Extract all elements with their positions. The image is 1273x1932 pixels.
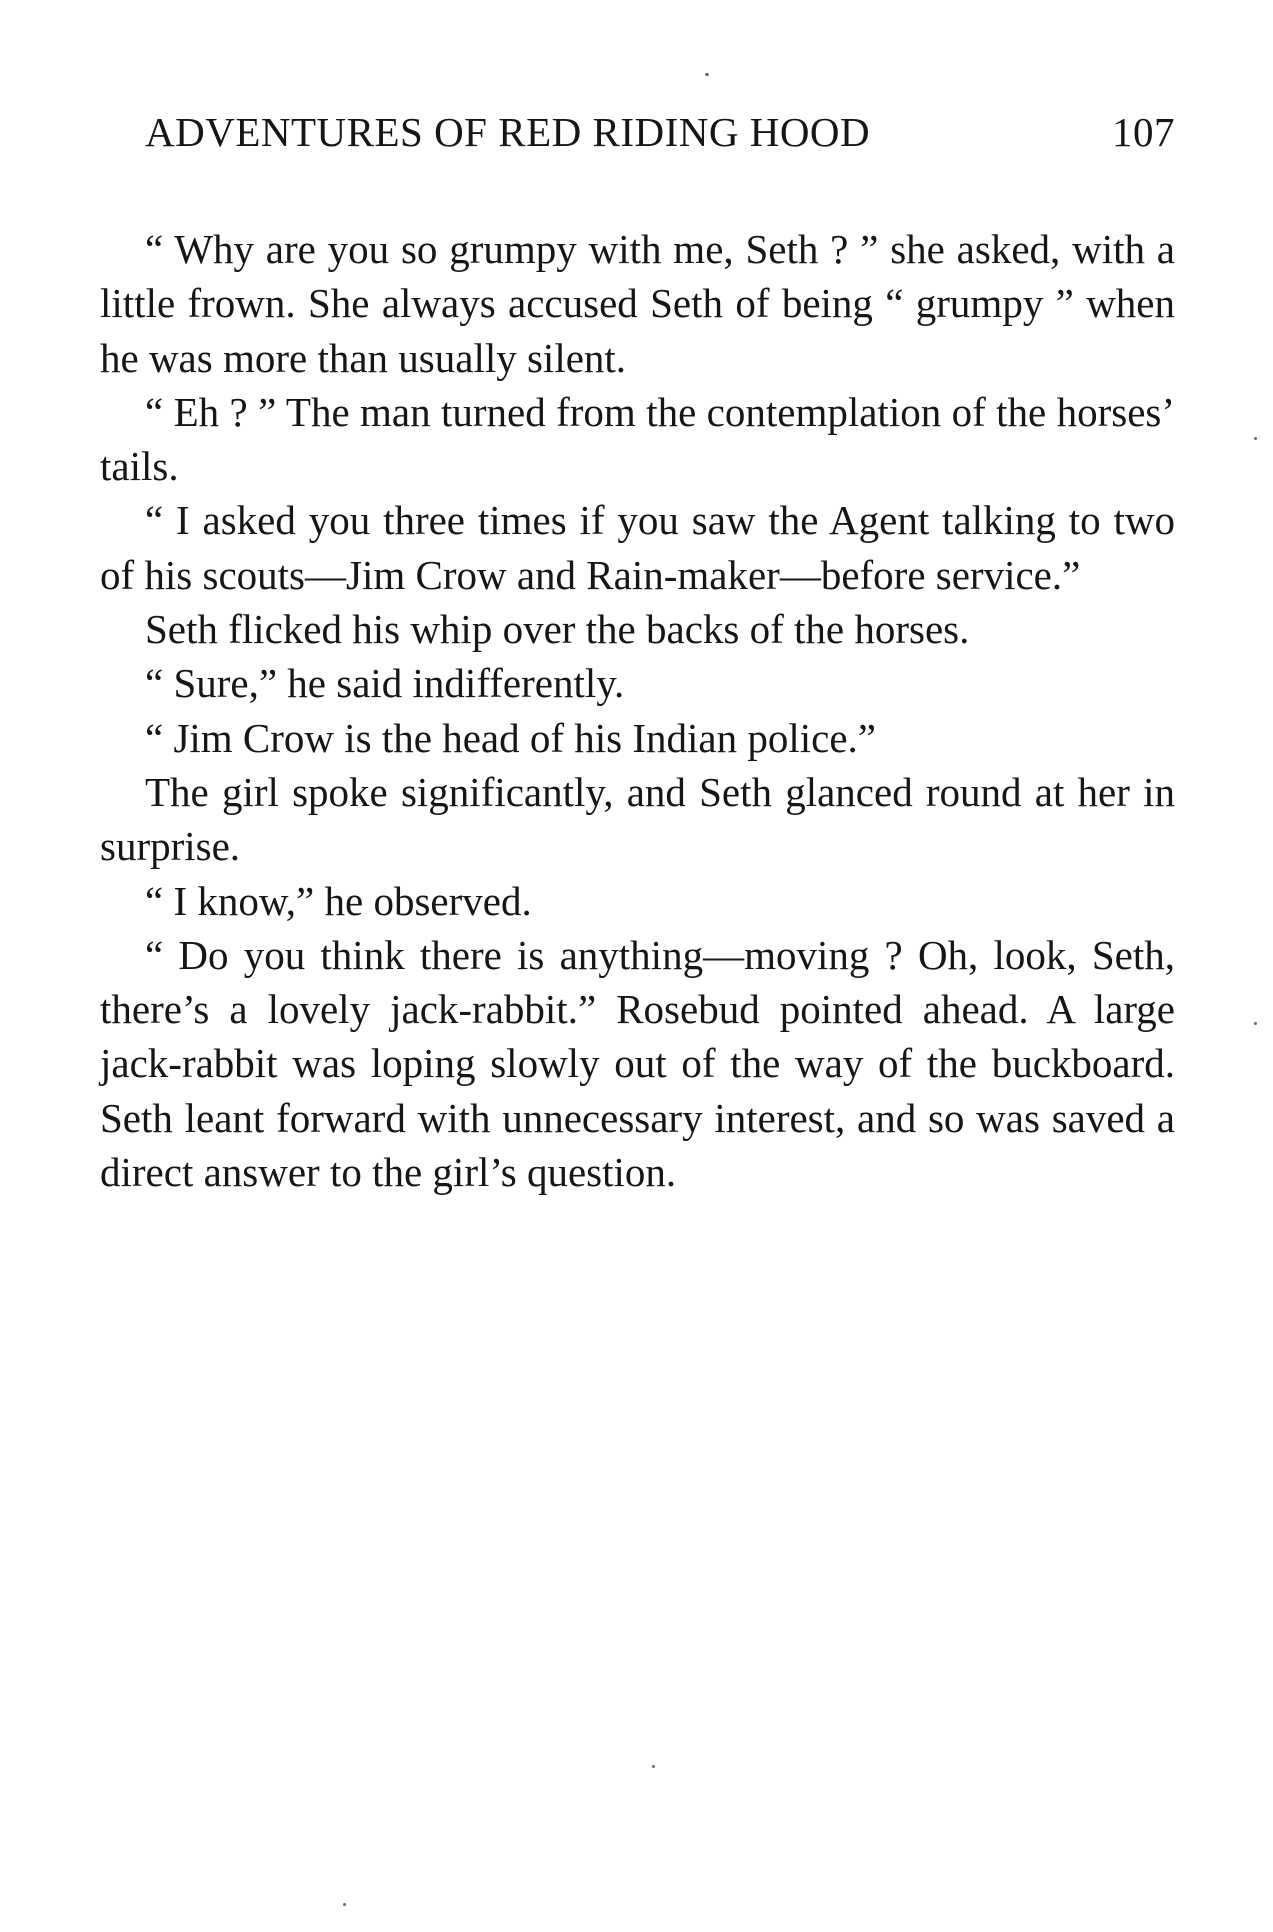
paper-speck — [705, 73, 709, 76]
paragraph: Seth flicked his whip over the backs of the horses. — [145, 606, 970, 653]
paragraph: “ I asked you three times if you saw the Agent talking to two of his scouts—Jim Crow and Rain-maker—before service.” — [100, 497, 1175, 598]
body-text — [100, 222, 1175, 1199]
paragraph: “ Do you think there is anything—moving ? Oh, look, Seth, there’s a lovely jack-rabbit.” Rosebud pointed ahead. A large jack-rabbit was loping slowly out of the way of the buckboard. Seth leant forward with unnecessary interest, and so was saved a direct answer to the girl’s question. — [100, 931, 1175, 1196]
running-title: ADVENTURES OF RED RIDING HOOD — [145, 109, 871, 155]
paper-speck — [343, 1903, 346, 1906]
paragraph: “ Sure,” he said indifferently. — [145, 660, 625, 707]
paragraph: “ I know,” he observed. — [145, 877, 532, 924]
paragraph: “ Jim Crow is the head of his Indian police.” — [145, 714, 876, 761]
paper-speck — [1254, 437, 1257, 440]
page-number: 107 — [1112, 109, 1175, 155]
paragraph: The girl spoke significantly, and Seth glanced round at her in surprise. — [100, 768, 1175, 870]
paragraph: “ Why are you so grumpy with me, Seth ? ” she asked, with a little frown. She always accused Seth of being “ grumpy ” when he was more than usually silent. — [100, 226, 1175, 381]
paper-speck — [1254, 1022, 1257, 1025]
running-head — [145, 108, 1175, 168]
paper-speck — [652, 1765, 655, 1768]
paragraph: “ Eh ? ” The man turned from the contemplation of the horses’ tails. — [100, 388, 1175, 490]
